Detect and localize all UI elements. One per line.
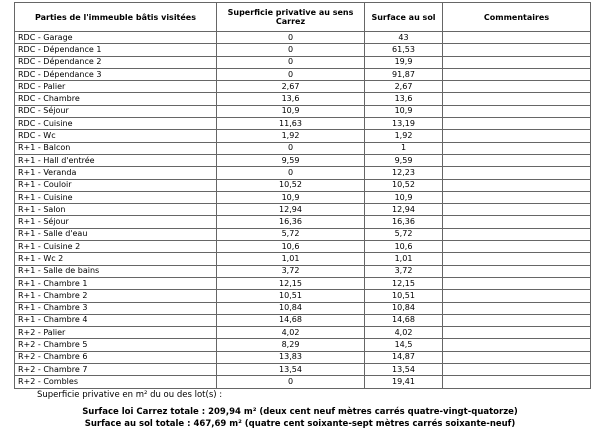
table-row [15,228,591,240]
cell-commentaire [443,204,591,216]
cell-carrez: 1,01 [217,253,365,265]
table-row [15,56,591,68]
cell-commentaire [443,130,591,142]
cell-commentaire [443,179,591,191]
cell-partie: R+1 - Salle d'eau [15,228,217,240]
cell-partie: R+1 - Hall d'entrée [15,154,217,166]
cell-partie: R+2 - Chambre 5 [15,339,217,351]
cell-carrez: 10,9 [217,105,365,117]
cell-partie: R+1 - Chambre 2 [15,290,217,302]
cell-commentaire [443,216,591,228]
cell-surface-sol: 1,01 [365,253,443,265]
cell-carrez: 13,6 [217,93,365,105]
cell-carrez: 13,54 [217,364,365,376]
cell-partie: R+1 - Séjour [15,216,217,228]
cell-commentaire [443,376,591,388]
cell-commentaire [443,290,591,302]
cell-commentaire [443,154,591,166]
cell-carrez: 0 [217,68,365,80]
cell-surface-sol: 13,6 [365,93,443,105]
cell-carrez: 2,67 [217,81,365,93]
cell-carrez: 3,72 [217,265,365,277]
table-row [15,191,591,203]
cell-commentaire [443,167,591,179]
table-row [15,351,591,363]
cell-surface-sol: 12,15 [365,277,443,289]
cell-partie: R+1 - Chambre 1 [15,277,217,289]
cell-partie: RDC - Séjour [15,105,217,117]
header-carrez: Superficie privative au sens Carrez [217,3,365,32]
cell-partie: R+1 - Salon [15,204,217,216]
cell-partie: RDC - Palier [15,81,217,93]
table-row [15,265,591,277]
cell-commentaire [443,314,591,326]
cell-partie: RDC - Cuisine [15,118,217,130]
cell-carrez: 0 [217,376,365,388]
cell-surface-sol: 3,72 [365,265,443,277]
cell-surface-sol: 14,68 [365,314,443,326]
cell-commentaire [443,265,591,277]
cell-carrez: 10,52 [217,179,365,191]
header-parties: Parties de l'immeuble bâtis visitées [15,3,217,32]
header-commentaires: Commentaires [443,3,591,32]
cell-partie: R+1 - Balcon [15,142,217,154]
table-header-row [15,3,591,32]
cell-carrez: 10,51 [217,290,365,302]
cell-partie: R+2 - Chambre 7 [15,364,217,376]
cell-partie: R+2 - Combles [15,376,217,388]
cell-carrez: 10,9 [217,191,365,203]
cell-commentaire [443,364,591,376]
cell-partie: R+1 - Salle de bains [15,265,217,277]
table-row [15,277,591,289]
cell-commentaire [443,44,591,56]
table-row [15,302,591,314]
table-row [15,81,591,93]
table-row [15,44,591,56]
table-row [15,118,591,130]
cell-commentaire [443,32,591,44]
table-row [15,327,591,339]
table-row [15,167,591,179]
table-row [15,68,591,80]
cell-surface-sol: 19,9 [365,56,443,68]
cell-surface-sol: 10,9 [365,191,443,203]
cell-partie: R+1 - Chambre 3 [15,302,217,314]
cell-partie: R+2 - Palier [15,327,217,339]
cell-commentaire [443,118,591,130]
cell-carrez: 14,68 [217,314,365,326]
summary-intro: Superficie privative en m² du ou des lot(s) : [37,390,223,400]
cell-surface-sol: 9,59 [365,154,443,166]
table-row [15,376,591,388]
table-row [15,241,591,253]
cell-commentaire [443,277,591,289]
cell-partie: R+1 - Cuisine 2 [15,241,217,253]
cell-carrez: 8,29 [217,339,365,351]
table-row [15,216,591,228]
cell-commentaire [443,56,591,68]
cell-partie: R+1 - Wc 2 [15,253,217,265]
table-row [15,130,591,142]
cell-partie: R+1 - Chambre 4 [15,314,217,326]
cell-surface-sol: 10,52 [365,179,443,191]
cell-surface-sol: 19,41 [365,376,443,388]
table-row [15,253,591,265]
cell-carrez: 9,59 [217,154,365,166]
table-row [15,142,591,154]
carrez-total: Surface loi Carrez totale : 209,94 m² (deux cent neuf mètres carrés quatre-vingt-quatorze) [82,407,518,417]
cell-surface-sol: 10,84 [365,302,443,314]
cell-surface-sol: 12,23 [365,167,443,179]
cell-partie: RDC - Dépendance 2 [15,56,217,68]
cell-partie: R+1 - Couloir [15,179,217,191]
cell-partie: RDC - Chambre [15,93,217,105]
cell-carrez: 0 [217,44,365,56]
table-row [15,290,591,302]
cell-commentaire [443,253,591,265]
cell-surface-sol: 14,5 [365,339,443,351]
cell-surface-sol: 14,87 [365,351,443,363]
table-row [15,105,591,117]
table-row [15,93,591,105]
cell-carrez: 12,15 [217,277,365,289]
areas-table [14,2,591,389]
cell-partie: RDC - Garage [15,32,217,44]
cell-commentaire [443,327,591,339]
table-row [15,32,591,44]
cell-surface-sol: 91,87 [365,68,443,80]
cell-commentaire [443,105,591,117]
cell-partie: RDC - Dépendance 3 [15,68,217,80]
cell-carrez: 0 [217,32,365,44]
cell-commentaire [443,241,591,253]
cell-surface-sol: 1 [365,142,443,154]
cell-surface-sol: 61,53 [365,44,443,56]
cell-commentaire [443,191,591,203]
table-row [15,154,591,166]
cell-partie: R+1 - Cuisine [15,191,217,203]
cell-surface-sol: 2,67 [365,81,443,93]
cell-commentaire [443,68,591,80]
sol-total: Surface au sol totale : 467,69 m² (quatre cent soixante-sept mètres carrés soixante-neuf) [84,419,516,429]
cell-commentaire [443,81,591,93]
table-row [15,314,591,326]
table-row [15,339,591,351]
cell-commentaire [443,228,591,240]
cell-partie: RDC - Wc [15,130,217,142]
cell-surface-sol: 43 [365,32,443,44]
cell-carrez: 10,84 [217,302,365,314]
cell-surface-sol: 12,94 [365,204,443,216]
cell-surface-sol: 10,51 [365,290,443,302]
cell-partie: R+1 - Veranda [15,167,217,179]
cell-surface-sol: 4,02 [365,327,443,339]
cell-commentaire [443,351,591,363]
cell-surface-sol: 10,9 [365,105,443,117]
cell-carrez: 4,02 [217,327,365,339]
cell-surface-sol: 5,72 [365,228,443,240]
cell-carrez: 1,92 [217,130,365,142]
cell-carrez: 11,63 [217,118,365,130]
cell-carrez: 0 [217,142,365,154]
cell-partie: RDC - Dépendance 1 [15,44,217,56]
header-surface-sol: Surface au sol [365,3,443,32]
cell-partie: R+2 - Chambre 6 [15,351,217,363]
cell-surface-sol: 16,36 [365,216,443,228]
cell-carrez: 5,72 [217,228,365,240]
cell-carrez: 10,6 [217,241,365,253]
cell-carrez: 0 [217,56,365,68]
table-row [15,204,591,216]
cell-commentaire [443,142,591,154]
cell-surface-sol: 13,19 [365,118,443,130]
table-row [15,364,591,376]
cell-commentaire [443,302,591,314]
cell-surface-sol: 10,6 [365,241,443,253]
cell-surface-sol: 1,92 [365,130,443,142]
table-row [15,179,591,191]
cell-commentaire [443,339,591,351]
cell-carrez: 16,36 [217,216,365,228]
cell-surface-sol: 13,54 [365,364,443,376]
cell-carrez: 13,83 [217,351,365,363]
cell-carrez: 0 [217,167,365,179]
cell-commentaire [443,93,591,105]
cell-carrez: 12,94 [217,204,365,216]
